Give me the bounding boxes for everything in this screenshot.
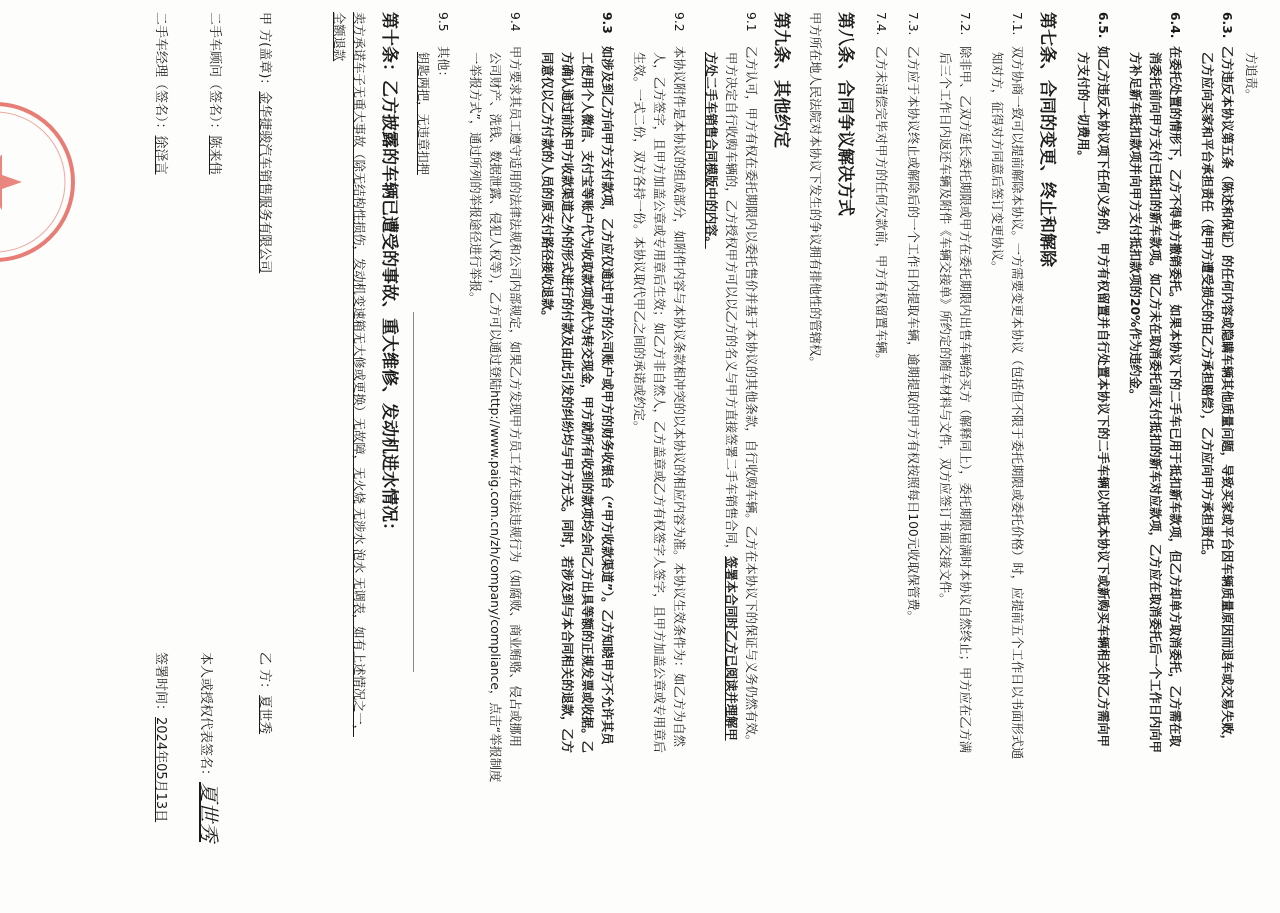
consultant-label: 二手车顾问（签名）： [207, 12, 222, 136]
text-line: 同意仅以乙方付款的人员的原支付路径接收退款。 [540, 52, 554, 323]
text-line: 卖方承诺车子无重大事故（除无结构性损伤，发动机变速箱无大修或更换）无故障，无火烧 无涉水 泡水 无调表，如有上述情况之一， [352, 12, 366, 737]
clause-number: 7.1. [1010, 12, 1024, 36]
contract-page [30, 12, 1260, 902]
text-line: 公司财产、洗钱、数据泄露、侵犯人权等），乙方可以通过登陆http://www.paig.com.cn/zh/company/compliance，点击“举报制度 [488, 52, 502, 783]
party-b-signature [254, 652, 274, 734]
consultant-name: 陈来伟 [207, 135, 222, 175]
party-b-label: 乙 方： [257, 652, 272, 696]
text-line: 方补足新车抵扣款项并向甲方支付抵扣款项的20%作为违约金。 [1128, 52, 1142, 402]
clause-9-3 [597, 12, 616, 745]
date-label: 签署时间： [153, 652, 168, 718]
section-heading-9: 第九条、其他约定 [771, 12, 791, 148]
clause-9-2 [669, 12, 688, 747]
text-line: 乙方应于本协议终止或解除后的一个工作日内提取车辆，逾期提取的甲方有权按照每日100元收取保管费。 [906, 46, 920, 623]
clause-number: 9.2 [672, 12, 686, 32]
text-line: 方处二手车销售合同模版中的内容。 [704, 52, 718, 249]
clause-7-1 [1007, 12, 1026, 759]
text-line: 方确认通过前述甲方收款渠道之外的形式进行的付款及由此引发的纠纷均与甲方无关。同时，若涉及到与本合同相关的退款，乙方 [560, 52, 574, 753]
text-line: 甲方所在地人民法院对本协议下发生的争议拥有排他性的管辖权。 [808, 12, 822, 369]
clause-9-4 [505, 12, 524, 747]
clause-number: 6.5. [1096, 12, 1110, 39]
clause-number: 7.2. [958, 12, 972, 36]
representative-label: 本人或授权代表签名： [198, 652, 213, 783]
handwritten-note: 钥匙两把，无违章扣押 [416, 52, 430, 175]
clause-6-3 [1217, 12, 1236, 747]
text-line: 消委托前向甲方支付已抵扣的新车款项。如乙方未在取消委托前支付抵扣的新车对应款项，乙方应在取消委托后一个工作日内向甲 [1148, 52, 1162, 753]
text-line [721, 52, 740, 741]
manager-signature [150, 12, 170, 175]
text-line: 除非甲、乙双方延长委托期限或甲方在委托期限内出售车辆给买方（解释同上），委托期限届满时本协议自然终止；甲方应在乙方满 [958, 46, 972, 754]
clause-number: 9.5 [436, 12, 450, 32]
text-line: 乙方应向买家和平台承担责任（使甲方遭受损失的由乙方承担赔偿），乙方应向甲方承担责任。 [1200, 52, 1214, 563]
section-heading-8: 第八条、合同争议解决方式 [835, 12, 855, 216]
clause-6-5 [1093, 12, 1112, 747]
text-line: 如乙方违反本协议项下任何义务的，甲方有权留置并自行处置本协议下的二手车辆以冲抵本协议下或新购买车辆相关的乙方需向甲 [1096, 46, 1110, 747]
representative-signature [193, 652, 224, 842]
clause-number: 9.4 [508, 12, 522, 32]
section-heading-10: 第十条：乙方披露的车辆已遭受的事故、重大维修、发动机进水情况： [379, 12, 399, 539]
signing-date [150, 652, 170, 822]
text-line: 人，乙方签字，且甲方加盖公章或专用章后生效；如乙方非自然人，乙方盖章或乙方有权签字人签字，且甲方加盖公章或专用章后 [652, 52, 666, 753]
clause-number: 9.1 [744, 12, 758, 32]
clause-9-5 [433, 12, 452, 83]
emphasis-text: 签署本合同时乙方已阅读并理解甲 [724, 556, 738, 741]
company-seal-icon [0, 97, 80, 267]
clause-9-1 [741, 12, 760, 747]
section-heading-7: 第七条、合同的变更、终止和解除 [1037, 12, 1057, 267]
text-line: 工使用个人微信、支付宝等账户代为收取款项或代为转交现金，甲方就所有收到的款项均会向乙方出具等额的正规发票或收据。乙 [580, 52, 594, 753]
manager-name: 徐泽言 [153, 135, 168, 175]
clause-number: 6.4. [1168, 12, 1182, 39]
clause-7-2 [955, 12, 974, 753]
party-a-name: 金华捷骏汽车销售服务有限公司 [257, 91, 272, 274]
text-line: 一举报方式”，通过所列的举报途径进行举报。 [468, 52, 482, 305]
text-line: 其他： [436, 46, 450, 83]
text-segment: 甲方决定自行收购车辆的，乙方授权甲方可以以乙方的名义与甲方直接签署二手车销售合同， [724, 52, 738, 557]
clause-7-4 [871, 12, 890, 366]
clause-number: 7.4. [874, 12, 888, 36]
representative-name: 夏世秀 [197, 782, 221, 843]
text-line: 乙方认可，甲方有权在委托期限内以委托售价并基于本协议的其他条款，自行收购车辆。乙方在本协议下的保证与义务仍然有效。 [744, 46, 758, 747]
party-a-signature [254, 12, 274, 273]
party-b-name: 夏世秀 [257, 695, 272, 735]
clause-number: 6.3. [1220, 12, 1234, 39]
text-line: 后三个工作日内返还车辆及附件《车辆交接单》所约定的随车材料与文件，双方应签订书面交接文件。 [938, 52, 952, 606]
text-line: 方支付的一切费用。 [1076, 52, 1090, 163]
text-line: 乙方违反本协议第五条（陈述和保证）的任何内容或隐瞒车辆其他质量问题，导致买家或平台因车辆质量原因而退车或交易失败， [1220, 46, 1234, 747]
clause-7-3 [903, 12, 922, 623]
party-a-label: 甲 方(盖章)： [257, 12, 272, 92]
text-line: 生效。一式二份，双方各持一份。本协议取代甲乙之间的承诺或约定。 [632, 52, 646, 434]
text-line: 甲方要求其员工遵守适用的法律法规和公司内部规定，如果乙方发现甲方员工存在违法违规行为（如腐败、商业贿赂、侵占或挪用 [508, 46, 522, 747]
text-line: 双方协商一致可以提前解除本协议。一方需要变更本协议（包括但不限于委托期限或委托价格）时，应提前五个工作日以书面形式通 [1010, 46, 1024, 760]
text-line: 方追责。 [1244, 52, 1258, 102]
text-line: 知对方，征得对方同意后签订变更协议。 [990, 52, 1004, 274]
date-value: 2024年05月13日 [153, 717, 168, 823]
clause-number: 7.3. [906, 12, 920, 36]
clause-number: 9.3 [600, 12, 614, 34]
text-line: 本协议附件是本协议的组成部分，如附件内容与本协议条款相冲突的以本协议的相应内容为准。本协议生效条件为：如乙方为自然 [672, 46, 686, 747]
text-line: 全额退款 [332, 12, 346, 62]
divider [413, 312, 414, 672]
consultant-signature [204, 12, 224, 175]
manager-label: 二手车经理（签名）： [153, 12, 168, 136]
text-line: 如涉及到乙方向甲方支付款项，乙方应仅通过甲方的公司账户或甲方的财务收银台（“甲方收款渠道”）。乙方知晓甲方不允许其员 [600, 46, 614, 745]
text-line: 乙方未清偿完毕对甲方的任何欠款前，甲方有权留置车辆。 [874, 46, 888, 366]
text-line: 在委托处置的情形下，乙方不得单方撤销委托。如果本协议下的二手车已用于抵扣新车款项，但乙方却单方取消委托，乙方需在取 [1168, 46, 1182, 747]
clause-6-4 [1165, 12, 1184, 747]
